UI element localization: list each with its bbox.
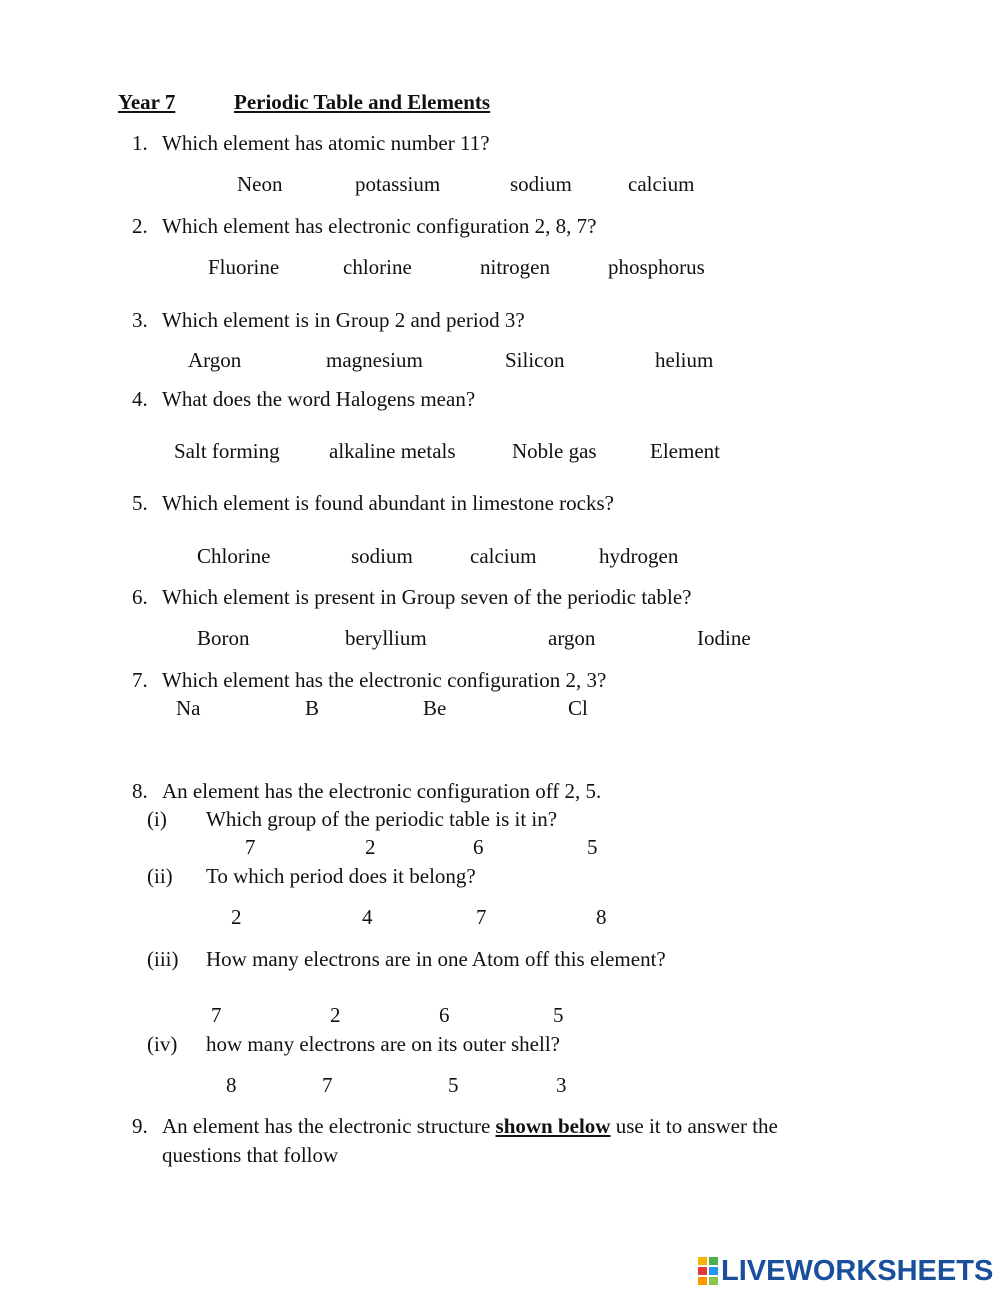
- part-label: (iii): [147, 947, 179, 971]
- option[interactable]: Argon: [188, 348, 242, 372]
- option[interactable]: 7: [211, 1003, 222, 1027]
- option[interactable]: Boron: [197, 626, 250, 650]
- option[interactable]: 7: [322, 1073, 333, 1097]
- option[interactable]: calcium: [628, 172, 695, 196]
- option[interactable]: Be: [423, 696, 447, 720]
- option[interactable]: 7: [476, 905, 487, 929]
- question-text: Which element has atomic number 11?: [162, 131, 490, 155]
- worksheet-title: Periodic Table and Elements: [234, 90, 491, 114]
- option[interactable]: 5: [448, 1073, 459, 1097]
- option[interactable]: Na: [176, 696, 201, 720]
- emphasis-text: shown below: [495, 1114, 611, 1138]
- option[interactable]: 5: [587, 835, 598, 859]
- part-text: How many electrons are in one Atom off this element?: [206, 947, 666, 971]
- option[interactable]: potassium: [355, 172, 441, 196]
- option[interactable]: B: [305, 696, 320, 720]
- question-number: 6.: [132, 585, 148, 609]
- question-number: 4.: [132, 387, 148, 411]
- option[interactable]: 5: [553, 1003, 564, 1027]
- option[interactable]: 6: [439, 1003, 450, 1027]
- option[interactable]: chlorine: [343, 255, 412, 279]
- liveworksheets-logo-icon: [697, 1256, 719, 1286]
- option[interactable]: 4: [362, 905, 373, 929]
- option[interactable]: Noble gas: [512, 439, 597, 463]
- option[interactable]: 2: [231, 905, 242, 929]
- part-label: (ii): [147, 864, 173, 888]
- part-text: Which group of the periodic table is it in?: [206, 807, 558, 831]
- option[interactable]: 2: [330, 1003, 341, 1027]
- question-number: 2.: [132, 214, 148, 238]
- option[interactable]: Iodine: [697, 626, 751, 650]
- option[interactable]: phosphorus: [608, 255, 705, 279]
- option[interactable]: Silicon: [505, 348, 565, 372]
- option[interactable]: nitrogen: [480, 255, 550, 279]
- liveworksheets-logo: [697, 1254, 993, 1288]
- question-text-part: An element has the electronic structure: [162, 1114, 496, 1138]
- question-text: Which element has electronic configuration 2, 8, 7?: [162, 214, 597, 238]
- option[interactable]: 6: [473, 835, 484, 859]
- year-label: Year 7: [118, 90, 176, 114]
- question-text-line2: questions that follow: [162, 1143, 339, 1167]
- option[interactable]: helium: [655, 348, 714, 372]
- question-number: 5.: [132, 491, 148, 515]
- question-text: Which element is found abundant in limestone rocks?: [162, 491, 614, 515]
- question-number: 1.: [132, 131, 148, 155]
- liveworksheets-logo-text: LIVEWORKSHEETS: [721, 1254, 994, 1287]
- option[interactable]: 7: [245, 835, 256, 859]
- question-text: Which element has the electronic configuration 2, 3?: [162, 668, 607, 692]
- option[interactable]: alkaline metals: [329, 439, 456, 463]
- option[interactable]: Element: [650, 439, 720, 463]
- option[interactable]: Cl: [568, 696, 588, 720]
- part-label: (i): [147, 807, 167, 831]
- part-text: To which period does it belong?: [206, 864, 476, 888]
- option[interactable]: Fluorine: [208, 255, 280, 279]
- option[interactable]: calcium: [470, 544, 537, 568]
- question-text: An element has the electronic configuration off 2, 5.: [162, 779, 602, 803]
- option[interactable]: magnesium: [326, 348, 423, 372]
- question-number: 9.: [132, 1114, 148, 1138]
- option[interactable]: sodium: [351, 544, 413, 568]
- option[interactable]: beryllium: [345, 626, 427, 650]
- option[interactable]: argon: [548, 626, 596, 650]
- option[interactable]: sodium: [510, 172, 572, 196]
- option[interactable]: 8: [596, 905, 607, 929]
- question-text: [162, 1116, 778, 1137]
- question-text-part: use it to answer the: [610, 1114, 778, 1138]
- option[interactable]: 3: [556, 1073, 567, 1097]
- option[interactable]: Salt forming: [174, 439, 280, 463]
- part-text: how many electrons are on its outer shell?: [206, 1032, 560, 1056]
- option[interactable]: 8: [226, 1073, 237, 1097]
- option[interactable]: Chlorine: [197, 544, 271, 568]
- part-label: (iv): [147, 1032, 178, 1056]
- question-number: 3.: [132, 308, 148, 332]
- option[interactable]: hydrogen: [599, 544, 679, 568]
- option[interactable]: 2: [365, 835, 376, 859]
- question-text: What does the word Halogens mean?: [162, 387, 476, 411]
- option[interactable]: Neon: [237, 172, 283, 196]
- question-number: 7.: [132, 668, 148, 692]
- question-number: 8.: [132, 779, 148, 803]
- question-text: Which element is in Group 2 and period 3?: [162, 308, 525, 332]
- question-text: Which element is present in Group seven of the periodic table?: [162, 585, 692, 609]
